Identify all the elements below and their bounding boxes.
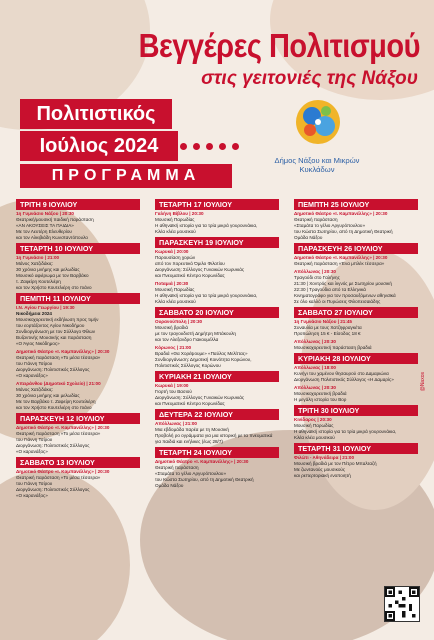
- event-detail: Ομάδα Νάξου: [294, 235, 323, 240]
- schedule-column-1: [16, 197, 140, 501]
- event-entry: [155, 383, 279, 407]
- event-venue-time: Δημοτικό Θέατρο «Ι. Καμπανέλλης» | 20:30: [155, 459, 249, 464]
- event-detail: Η αθηναϊκή ιστορία για τα τρία μικρά γουρουνάκια,: [155, 223, 258, 228]
- event-detail: Μουσικοχορευτική εκδήλωση προς τιμήν: [16, 317, 99, 322]
- day-header: ΣΑΒΒΑΤΟ 20 ΙΟΥΛΙΟΥ: [155, 307, 279, 318]
- event-entry: [16, 425, 140, 455]
- event-venue-time: Δημοτικό Θέατρο «Ι. Καμπανέλλης» | 20:30: [16, 349, 110, 354]
- event-detail: Πολιτιστικός Σύλλογος Κορώνου: [155, 363, 221, 368]
- event-detail: του Κώστα Σωτηρίου, από τη Δημοτική Θεατρική: [155, 477, 254, 482]
- day-header: ΠΑΡΑΣΚΕΥΗ 19 ΙΟΥΛΙΟΥ: [155, 237, 279, 248]
- event-detail: Διοργάνωση: Πολιτιστικός Σύλλογος: [16, 487, 90, 492]
- event-detail: «Ο καρανάξος»: [16, 373, 48, 378]
- main-title: Βεγγέρες Πολιτισμού: [138, 28, 420, 65]
- program-label: ΠΡΟΓΡΑΜΜΑ: [20, 164, 232, 188]
- event-venue-time: Φιλώτι - Αθηνάδειρα | 21:00: [294, 455, 355, 460]
- event-detail: Συνδιοργάνωση: Δημοτική Κοινότητα Κορώνου,: [155, 357, 252, 362]
- day-header: ΠΑΡΑΣΚΕΥΗ 26 ΙΟΥΛΙΟΥ: [294, 243, 418, 254]
- event-entry: [16, 469, 140, 499]
- event-detail: Μάνος Χατζιδάκις:: [16, 387, 54, 392]
- event-entry: [294, 211, 418, 241]
- day-header: ΤΕΤΑΡΤΗ 24 ΙΟΥΛΙΟΥ: [155, 447, 279, 458]
- event-detail: Κλέα κλέα μουσικού: [155, 229, 196, 234]
- event-entry: [294, 339, 418, 351]
- event-detail: Με τον Λευτέρη Ελευθερίου: [16, 229, 72, 234]
- event-venue-time: Ποταμιά | 20:30: [155, 281, 189, 286]
- event-venue-time: Ουρανούπολη | 20:30: [155, 319, 203, 324]
- event-detail: Με τον Βαρβάκο τ. Ζαφείρη Κουτελιέρη: [16, 399, 96, 404]
- event-detail: Σε όλο καλλό οι Πυρώσεις Φιλοπεισαιάδης: [294, 299, 381, 304]
- event-detail: «Σταμάτα το γέλιο Αργυρόπουλου»: [294, 223, 365, 228]
- event-detail: Βραδιά «Θα Χορέψουμε» «Παύλος Μελίττας»: [155, 351, 248, 356]
- municipality-name: Δήμος Νάξου και Μικρών Κυκλάδων: [274, 156, 360, 174]
- day-header: ΔΕΥΤΕΡΑ 22 ΙΟΥΛΙΟΥ: [155, 409, 279, 420]
- qr-code-icon: [384, 586, 420, 622]
- event-detail: Θεατρική παράσταση «Το μέσα τέσσερα»: [16, 475, 101, 480]
- municipality-logo-icon: [292, 96, 344, 148]
- event-detail: Τραγούδι στο Γαλήνης: [294, 275, 340, 280]
- event-detail: Μουσική Παρωδίας: [155, 287, 195, 292]
- event-venue-time: Απόλλωνας | 18:00: [294, 365, 336, 370]
- day-header: ΠΕΜΠΤΗ 25 ΙΟΥΛΙΟΥ: [294, 199, 418, 210]
- event-detail: Διοργάνωση: Σύλλογος Γυναικών Κωρυκιάς: [155, 267, 245, 272]
- event-detail: του εορτάζοντος Αγίου Νικοδήμου: [16, 323, 85, 328]
- event-entry: [155, 211, 279, 235]
- day-header: ΠΑΡΑΣΚΕΥΗ 12 ΙΟΥΛΙΟΥ: [16, 413, 140, 424]
- event-detail: και τον Αλκιβιάδη Κωνσταντόπουλο: [16, 235, 88, 240]
- event-entry: [155, 281, 279, 305]
- event-detail: και Πνευματικό Κέντρο Κορωνίδας: [155, 401, 225, 406]
- event-venue-time: 1η Γυμνάσιο Νάξου | 21:45: [294, 319, 352, 324]
- event-detail: και τον Χρήστο Κουτελιέρη στο πιάνο: [16, 285, 92, 290]
- event-venue-time: Απόλλωνας | 21:00: [155, 421, 197, 426]
- event-detail: Νικοδήμεια 2024: [16, 311, 52, 316]
- schedule-column-2: [155, 197, 279, 491]
- event-venue-time: 1η Γυμνάσιο | 21:00: [16, 255, 60, 260]
- event-detail: Η μεγάλη ιστορία του Βορ: [294, 397, 347, 402]
- event-entry: [294, 365, 418, 383]
- event-detail: του Γιάννη Τσίρου: [16, 361, 53, 366]
- event-entry: [294, 455, 418, 479]
- event-detail: Θεατρική/μουσική παιδική παράσταση: [16, 217, 94, 222]
- event-entry: [294, 319, 418, 337]
- event-detail: Θεατρική παράσταση «Ένα μπλέκ τέσσερα»: [294, 261, 385, 266]
- month-label: Ιούλιος 2024: [20, 131, 178, 161]
- event-detail: Παρουσίαση χορών: [155, 255, 196, 260]
- event-detail: Μουσική Παρωδίας: [155, 217, 195, 222]
- event-venue-time: Δημοτικό Θέατρο «Ι. Καμπανέλλης» | 20:30: [294, 211, 388, 216]
- event-entry: [155, 459, 279, 489]
- cultural-label: Πολιτιστικός: [20, 99, 172, 129]
- event-detail: και τον Χρήστο Κουτελιέρη στο πιάνο: [16, 405, 92, 410]
- event-detail: Μουσικό αφιέρωμα με τον Βαρβάκο: [16, 273, 89, 278]
- event-entry: [16, 211, 140, 241]
- event-venue-time: Κωρυκά | 20:00: [155, 249, 189, 254]
- event-entry: [16, 349, 140, 379]
- event-detail: Μουσική Παρωδίας: [294, 423, 334, 428]
- day-header: ΤΡΙΤΗ 9 ΙΟΥΛΙΟΥ: [16, 199, 140, 210]
- event-detail: του Κώστα Σωτηρίου, από τη Δημοτική Θεατρική: [294, 229, 393, 234]
- day-header: ΣΑΒΒΑΤΟ 13 ΙΟΥΛΙΟΥ: [16, 457, 140, 468]
- event-detail: Κυνήγι του χαμένου θησαυρού στο Δαμαριώνα: [294, 371, 389, 376]
- event-detail: Μάνος Χατζιδάκις:: [16, 261, 54, 266]
- event-venue-time: Κωρυκά | 19:00: [155, 383, 189, 388]
- event-venue-time: Απόλλωνας | 20:30: [294, 339, 336, 344]
- day-header: ΚΥΡΙΑΚΗ 28 ΙΟΥΛΙΟΥ: [294, 353, 418, 364]
- event-detail: Κλέα κλέα μουσικού: [294, 435, 335, 440]
- event-detail: Προπώληση 15 € - Είσοδος 18 €: [294, 331, 361, 336]
- event-detail: 30 χρόνια μνήμης και μελωδίας: [16, 267, 80, 272]
- event-detail: 21:30 | Χοντρός και λιγνός με Σωτηρίου μουσική: [294, 281, 392, 286]
- day-header: ΠΕΜΠΤΗ 11 ΙΟΥΛΙΟΥ: [16, 293, 140, 304]
- event-detail: Μουσική βραδιά: [155, 325, 189, 330]
- event-entry: [294, 269, 418, 305]
- event-entry: [294, 385, 418, 403]
- event-entry: [294, 255, 418, 267]
- event-detail: Συναυλία με τους Χατζηφραγκέτα: [294, 325, 362, 330]
- event-entry: [155, 421, 279, 445]
- event-detail: και ρεπερτοριακή ενοποιητή: [294, 473, 351, 478]
- event-detail: Προβολή ρο ογράμματα για μια ιστορική με τα πνευματικά: [155, 433, 273, 438]
- event-detail: «Σταμάτα το γέλιο Αργυρόπουλου»: [155, 471, 226, 476]
- event-venue-time: Απειράνθου (Δημοτικό Σχολείο) | 21:00: [16, 381, 101, 386]
- event-detail: 30 χρόνια μνήμης και μελωδίας: [16, 393, 80, 398]
- event-detail: Βυζαντινής Μουσικής και παράσταση: [16, 335, 92, 340]
- event-detail: και Πνευματικό Κέντρο Κορωνίδας: [155, 273, 225, 278]
- event-detail: από τον Χορευτικό Όμιλο Φιλοτίου: [155, 261, 225, 266]
- event-detail: Κλέα κλέα μουσικού: [155, 299, 196, 304]
- event-detail: Διοργάνωση: Πολιτιστικός Σύλλογος: [16, 367, 90, 372]
- event-venue-time: Απόλλωνας | 20:30: [294, 385, 336, 390]
- event-detail: Μια εβδομάδα παρέα με τη Μουσική: [155, 427, 229, 432]
- event-detail: Ομάδα Νάξου: [155, 483, 184, 488]
- event-detail: για παιδιά και ενήλικες (έως 28/7): [155, 439, 223, 444]
- day-header: ΤΕΤΑΡΤΗ 17 ΙΟΥΛΙΟΥ: [155, 199, 279, 210]
- event-entry: [155, 345, 279, 369]
- event-detail: Με ζωντανούς μουσικούς: [294, 467, 346, 472]
- event-detail: Κινηματογράφο για τον προσαυξόμενων αθηναϊκά: [294, 293, 396, 298]
- subtitle: στις γειτονιές της Νάξου: [201, 68, 418, 89]
- event-detail: «ΑΝ ΑΚΟΥΣΕΙΣ ΤΑ ΠΑΙΔΙΑ»: [16, 223, 74, 228]
- event-detail: 22:30 | Τραγούδια από τα Ελληνικά: [294, 287, 366, 292]
- event-detail: «Ο Άγιος Νικόδημος»: [16, 341, 60, 346]
- event-detail: Η αθηναϊκή ιστορία για τα τρία μικρά γουρουνάκια,: [294, 429, 397, 434]
- event-venue-time: Κόρωνος | 21:00: [155, 345, 192, 350]
- event-detail: Διοργάνωση Πολιτιστικός Σύλλογος «Η Δαμαρίς»: [294, 377, 394, 382]
- event-detail: Συνδιοργάνωση με τον Σύλλογο Φίλων: [16, 329, 96, 334]
- event-venue-time: Δημοτικό Θέατρο «Ι. Καμπανέλλης» | 20:30: [16, 469, 110, 474]
- social-tag: @Naxos: [420, 372, 426, 392]
- dots-decoration: [180, 140, 252, 152]
- schedule-column-3: [294, 197, 418, 481]
- event-detail: «Ο καρανάξος»: [16, 449, 48, 454]
- event-detail: Γιορτή του Βασιού: [155, 389, 192, 394]
- event-detail: Μουσικοχορευτική βραδιά: [294, 391, 347, 396]
- day-header: ΤΕΤΑΡΤΗ 31 ΙΟΥΛΙΟΥ: [294, 443, 418, 454]
- event-detail: Διοργάνωση: Πολιτιστικός Σύλλογος: [16, 443, 90, 448]
- event-detail: με τον τραγουδιστή Δημήτρη Μπάκουλη: [155, 331, 236, 336]
- event-detail: Διοργάνωση: Σύλλογος Γυναικών Κωρυκιάς: [155, 395, 245, 400]
- event-detail: Θεατρική παράσταση «Το μέσα τέσσερα»: [16, 431, 101, 436]
- event-detail: και τον Αλεξανδρο Γιακουμέλλα: [155, 337, 219, 342]
- event-venue-time: Δημοτικό Θέατρο «Ι. Καμπανέλλης» | 20:30: [16, 425, 110, 430]
- event-venue-time: 1η Γυμνάσιο Νάξου | 20:30: [16, 211, 74, 216]
- event-detail: Θεατρική παράσταση: [294, 217, 338, 222]
- event-detail: του Γιάννη Τσίρου: [16, 481, 53, 486]
- event-detail: Θεατρική παράσταση: [155, 465, 199, 470]
- event-entry: [16, 305, 140, 347]
- event-venue-time: Δημοτικό Θέατρο «Ι. Καμπανέλλης» | 20:30: [294, 255, 388, 260]
- day-header: ΤΕΤΑΡΤΗ 10 ΙΟΥΛΙΟΥ: [16, 243, 140, 254]
- day-header: ΚΥΡΙΑΚΗ 21 ΙΟΥΛΙΟΥ: [155, 371, 279, 382]
- event-entry: [294, 417, 418, 441]
- event-venue-time: Ι.Ν. Αγίου Γεωργίου | 19:30: [16, 305, 75, 310]
- event-entry: [16, 255, 140, 291]
- event-detail: Η αθηναϊκή ιστορία για τα τρία μικρά γουρουνάκια,: [155, 293, 258, 298]
- event-entry: [155, 249, 279, 279]
- event-detail: «Ο καρανάξος»: [16, 493, 48, 498]
- event-detail: Μουσική βραδιά με τον Πέτρο Μπαλταζή: [294, 461, 377, 466]
- event-entry: [155, 319, 279, 343]
- day-header: ΣΑΒΒΑΤΟ 27 ΙΟΥΛΙΟΥ: [294, 307, 418, 318]
- event-detail: Θεατρική παράσταση «Το μέσα τέσσερα»: [16, 355, 101, 360]
- event-entry: [16, 381, 140, 411]
- event-detail: του Γιάννη Τσίρου: [16, 437, 53, 442]
- event-detail: τ. Ζαφείρη Κουτελιέρη: [16, 279, 61, 284]
- event-venue-time: Κινίδαρος | 20:30: [294, 417, 332, 422]
- event-detail: Μουσικοχορευτική παράσταση βραδιά: [294, 345, 372, 350]
- event-venue-time: Γαλήνη Βίβλου | 20:30: [155, 211, 204, 216]
- day-header: ΤΡΙΤΗ 30 ΙΟΥΛΙΟΥ: [294, 405, 418, 416]
- event-venue-time: Απόλλωνας | 20:30: [294, 269, 336, 274]
